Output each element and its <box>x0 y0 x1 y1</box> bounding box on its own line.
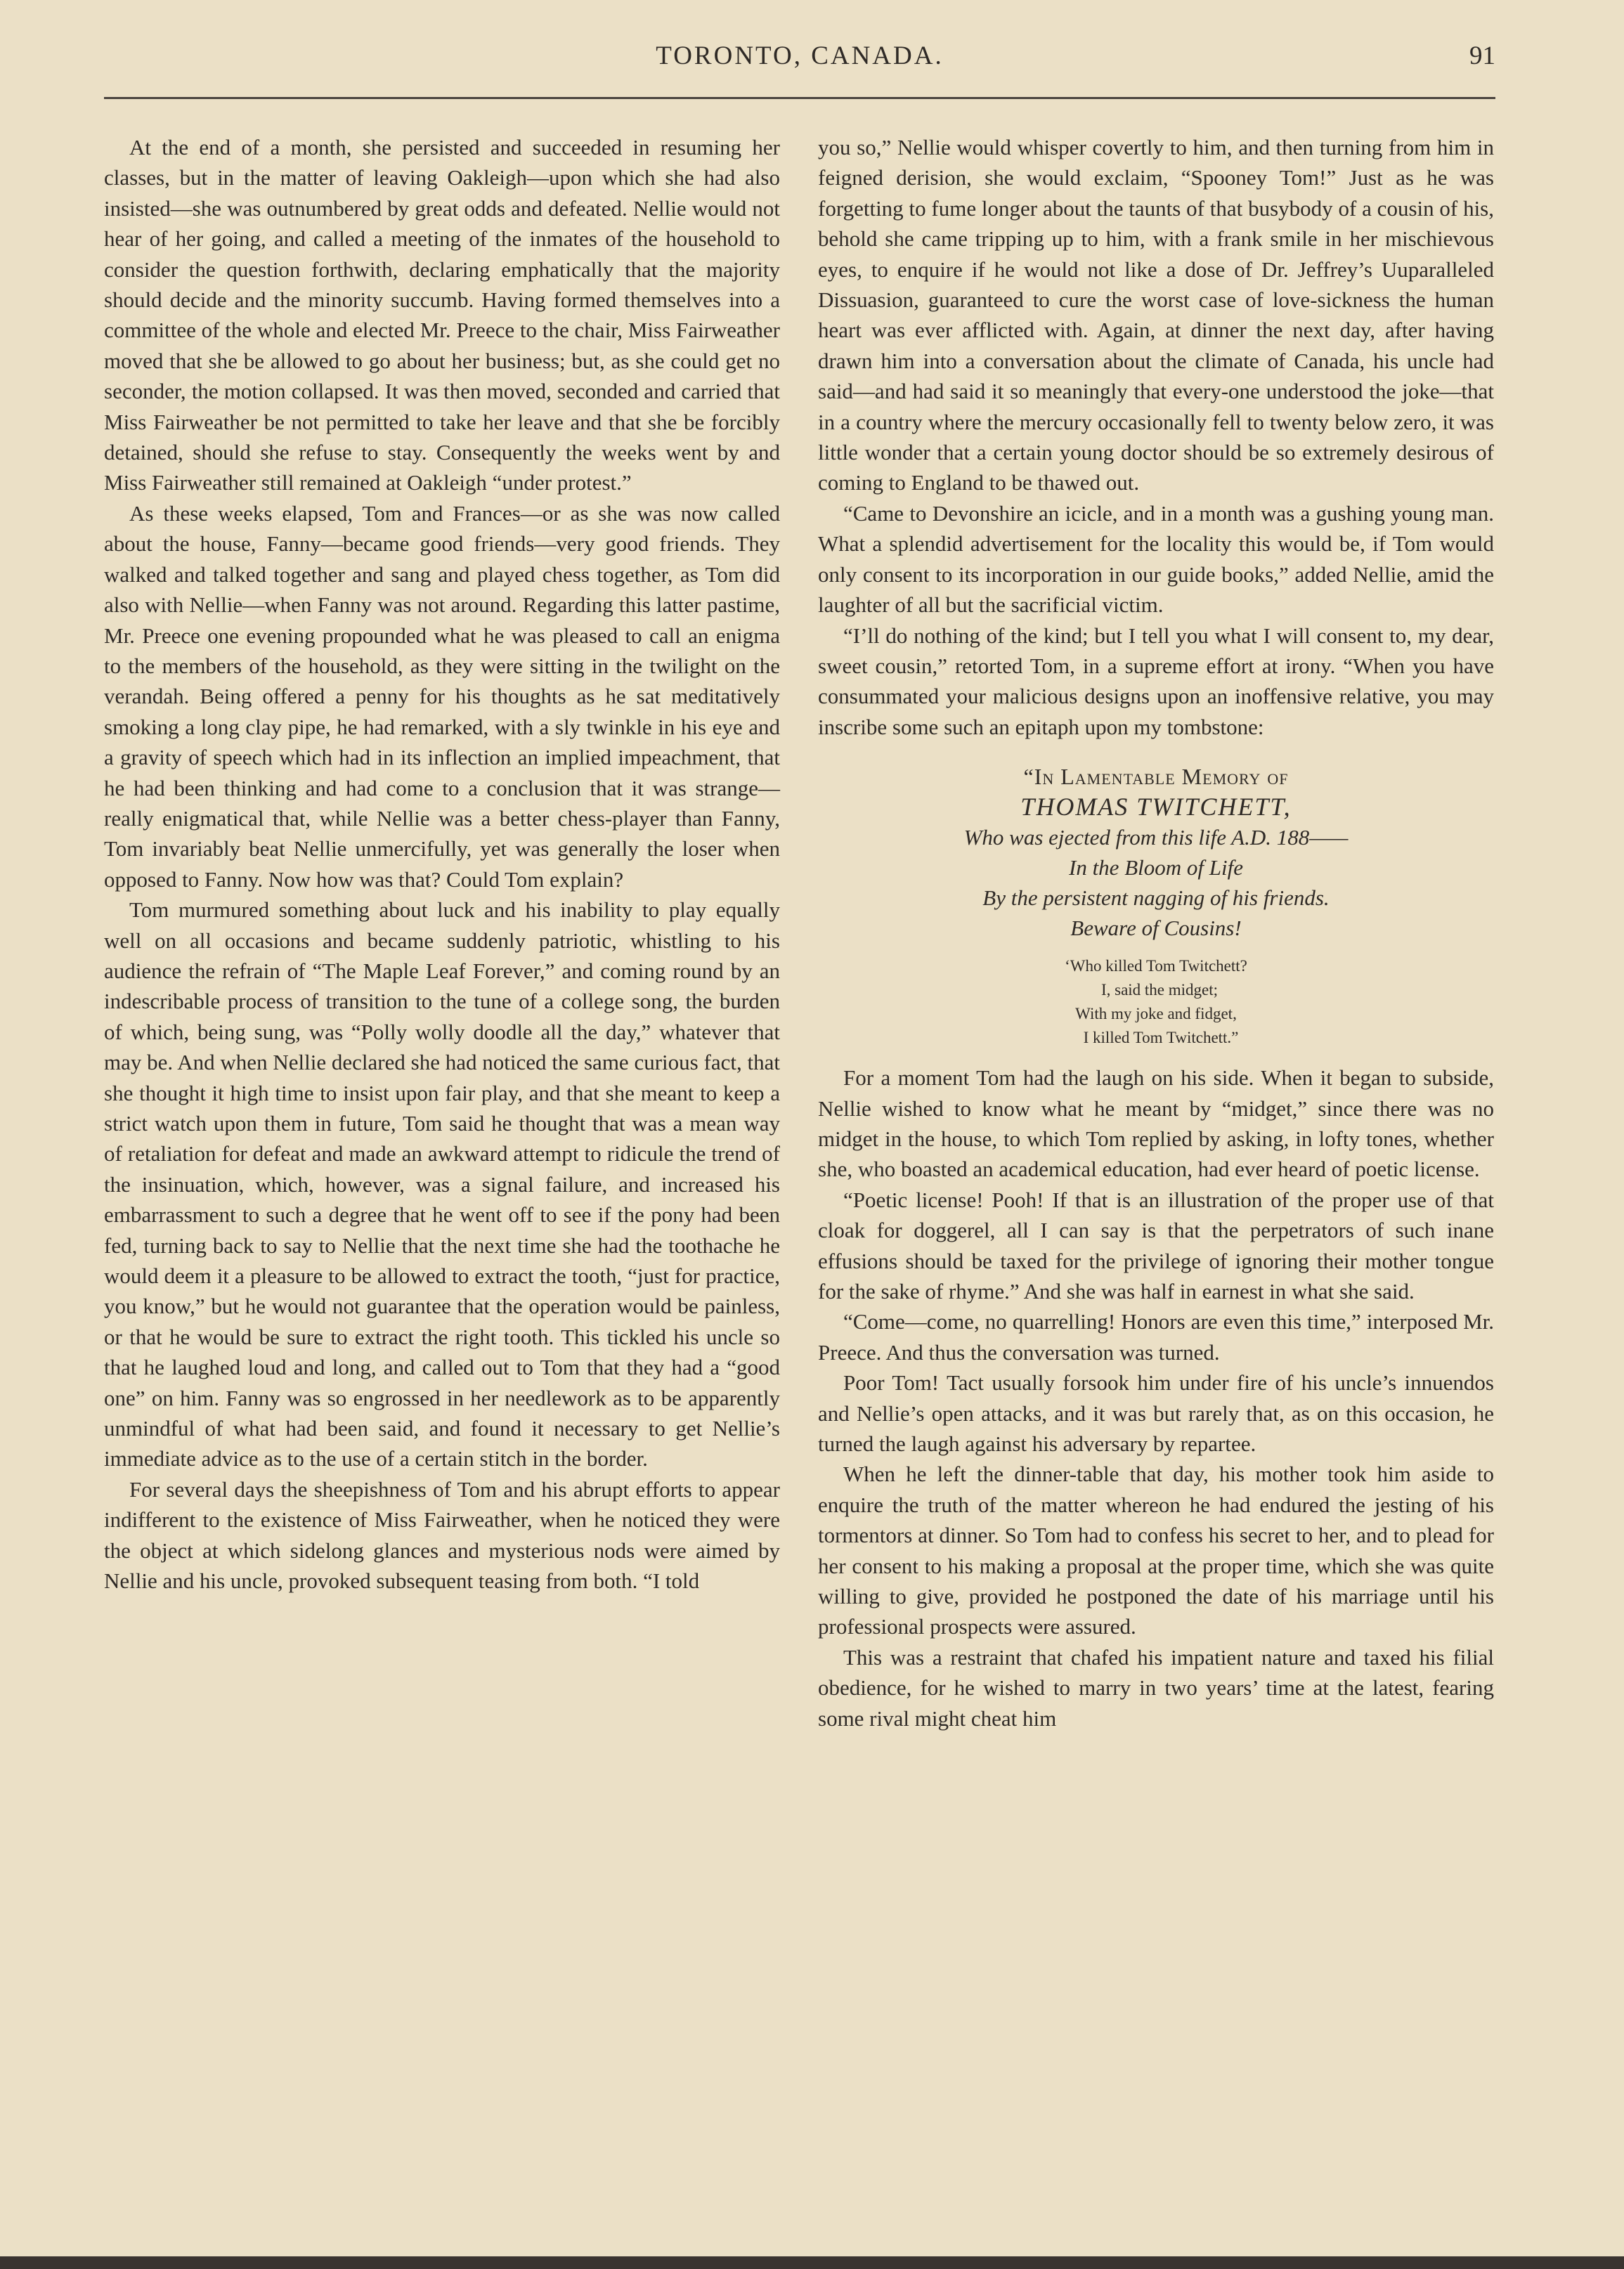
paragraph: “Came to Devonshire an icicle, and in a month was a gushing young man. What a splendid advertisement for the locality this would be, if Tom would only consent to its incorporation in our guide books,” added Nellie, amid the laughter of all but the sacrificial victim. <box>818 500 1494 618</box>
verse-line: ‘Who killed Tom Twitchett? <box>1065 957 1247 975</box>
paragraph: For several days the sheepishness of Tom and his abrupt efforts to appear indifferent to the existence of Miss Fairweather, when he noticed they were the object at which sidelong glances and mysterious nods were aimed by Nellie and his uncle, provoked subsequent teasing from both. “I told <box>104 1476 780 1594</box>
epitaph-line: Who was ejected from this life A.D. 188—— <box>963 825 1349 850</box>
paragraph-continued: you so,” Nellie would whisper covertly to him, and then turning from him in feigned derision, she would exclaim, “Spooney Tom!” Just as he was forgetting to fume longer about the taunts of that busybody of a cousin of his, behold she came tripping up to him, with a frank smile in her mischievous eyes, to enquire if he would not like a dose of Dr. Jeffrey’s Uuparalleled Dissuasion, guaranteed to cure the worst case of love-sickness the human heart was ever afflicted with. Again, at dinner the next day, after having drawn him into a conversation about the climate of Canada, his uncle had said—and had said it so meaningly that every-one understood the joke—that in a country where the mercury occasionally fell to twenty below zero, it was little wonder that a certain young doctor should be so extremely desirous of coming to England to be thawed out. <box>818 135 1494 495</box>
paragraph: Poor Tom! Tact usually forsook him under fire of his uncle’s innuendos and Nellie’s open attacks, and it was but rarely that, as on this occasion, he turned the laugh against his adversary by repartee. <box>818 1370 1494 1456</box>
epitaph-line: By the persistent nagging of his friends. <box>982 885 1330 911</box>
verse <box>818 954 1494 1050</box>
paragraph: At the end of a month, she persisted and succeeded in resuming her classes, but in the matter of leaving Oakleigh—upon which she had also insisted—she was outnumbered by great odds and defeated. Nellie would not hear of her going, and called a meeting of the inmates of the household to consider the question forthwith, declaring emphatically that the majority should decide and the minority succumb. Having formed themselves into a committee of the whole and elected Mr. Preece to the chair, Miss Fairweather moved that she be allowed to go about her business; but, as she could get no seconder, the motion collapsed. It was then moved, seconded and carried that Miss Fairweather be not permitted to take her leave and that she be forcibly detained, should she refuse to stay. Consequently the weeks went by and Miss Fairweather still remained at Oakleigh “under protest.” <box>104 135 780 495</box>
epitaph-heading: “In Lamentable Memory of <box>1023 764 1289 790</box>
running-head: TORONTO, CANADA. <box>656 41 944 70</box>
verse-line: With my joke and fidget, <box>1075 1005 1237 1023</box>
verse-line: I, said the midget; <box>1100 981 1219 999</box>
right-column <box>818 132 1494 1734</box>
paragraph: When he left the dinner-table that day, his mother took him aside to enquire the truth of the matter whereon he had endured the jesting of his tormentors at dinner. So Tom had to confess his secret to her, and to plead for her consent to his making a proposal at the proper time, which she was quite willing to give, provided he postponed the date of his marriage until his professional prospects were assured. <box>818 1462 1494 1639</box>
page-number: 91 <box>1469 41 1495 70</box>
left-column <box>104 132 780 1597</box>
paragraph: For a moment Tom had the laugh on his side. When it began to subside, Nellie wished to know what he meant by “midget,” since there was no midget in the house, to which Tom replied by asking, in lofty tones, whether she, who boasted an academical education, had ever heard of poetic license. <box>818 1065 1494 1182</box>
paragraph: “Poetic license! Pooh! If that is an illustration of the proper use of that cloak for doggerel, all I can say is that the perpetrators of such inane effusions should be taxed for the privilege of ignoring their mother tongue for the sake of rhyme.” And she was half in earnest in what she said. <box>818 1187 1494 1303</box>
paragraph: As these weeks elapsed, Tom and Frances—or as she was now called about the house, Fanny—became good friends—very good friends. They walked and talked together and sang and played chess together, as Tom did also with Nellie—when Fanny was not around. Regarding this latter pastime, Mr. Preece one evening propounded what he was pleased to call an enigma to the members of the household, as they were sitting in the twilight on the verandah. Being offered a penny for his thoughts as he sat meditatively smoking a long clay pipe, he had remarked, with a sly twinkle in his eye and a gravity of speech which had in its inflection an implied impeachment, that he had been thinking and had come to a conclusion that it was strange—really enigmatical that, while Nellie was a better chess-player than Fanny, Tom invariably beat Nellie unmercifully, yet was generally the loser when opposed to Fanny. Now how was that? Could Tom explain? <box>104 500 780 892</box>
paragraph: “I’ll do nothing of the kind; but I tell you what I will consent to, my dear, sweet cousin,” retorted Tom, in a supreme effort at irony. “When you have consummated your malicious designs upon an inoffensive relative, you may inscribe some such an epitaph upon my tombstone: <box>818 623 1494 739</box>
epitaph-line: In the Bloom of Life <box>1069 855 1243 880</box>
epitaph-line: Beware of Cousins! <box>1070 916 1242 941</box>
paragraph: Tom murmured something about luck and his inability to play equally well on all occasions and became suddenly patriotic, whistling to his audience the refrain of “The Maple Leaf Forever,” and coming round by an indescribable process of transition to the tune of a college song, the burden of which, being sung, was “Polly wolly doodle all the day,” whatever that may be. And when Nellie declared she had noticed the same curious fact, that she thought it high time to insist upon fair play, and that she meant to keep a strict watch upon them in future, Tom said he thought that was a mean way of retaliation for defeat and made an awkward attempt to ridicule the trend of the insinuation, which, however, was a signal failure, and increased his embarrassment to such a degree that he went off to see if the pony had been fed, turning back to say to Nellie that the next time she had the toothache he would deem it a pleasure to be allowed to extract the tooth, “just for practice, you know,” but he would not guarantee that the operation would be painless, or that he would be sure to extract the right tooth. This tickled his uncle so that he laughed loud and long, and called out to Tom that they had a “good one” on him. Fanny was so engrossed in her needlework as to be apparently unmindful of what had been said, and found it necessary to get Nellie’s immediate advice as to the use of a certain stitch in the border. <box>104 897 780 1471</box>
epitaph <box>818 762 1494 943</box>
page-header <box>104 41 1495 83</box>
paragraph: “Come—come, no quarrelling! Honors are even this time,” interposed Mr. Preece. And thus the conversation was turned. <box>818 1309 1494 1365</box>
epitaph-name: THOMAS TWITCHETT, <box>1020 793 1292 821</box>
header-rule <box>104 97 1495 99</box>
scan-edge <box>0 2256 1624 2269</box>
paragraph: This was a restraint that chafed his impatient nature and taxed his filial obedience, for he wished to marry in two years’ time at the latest, fearing some rival might cheat him <box>818 1644 1494 1731</box>
verse-line: I killed Tom Twitchett.” <box>1083 1029 1239 1047</box>
